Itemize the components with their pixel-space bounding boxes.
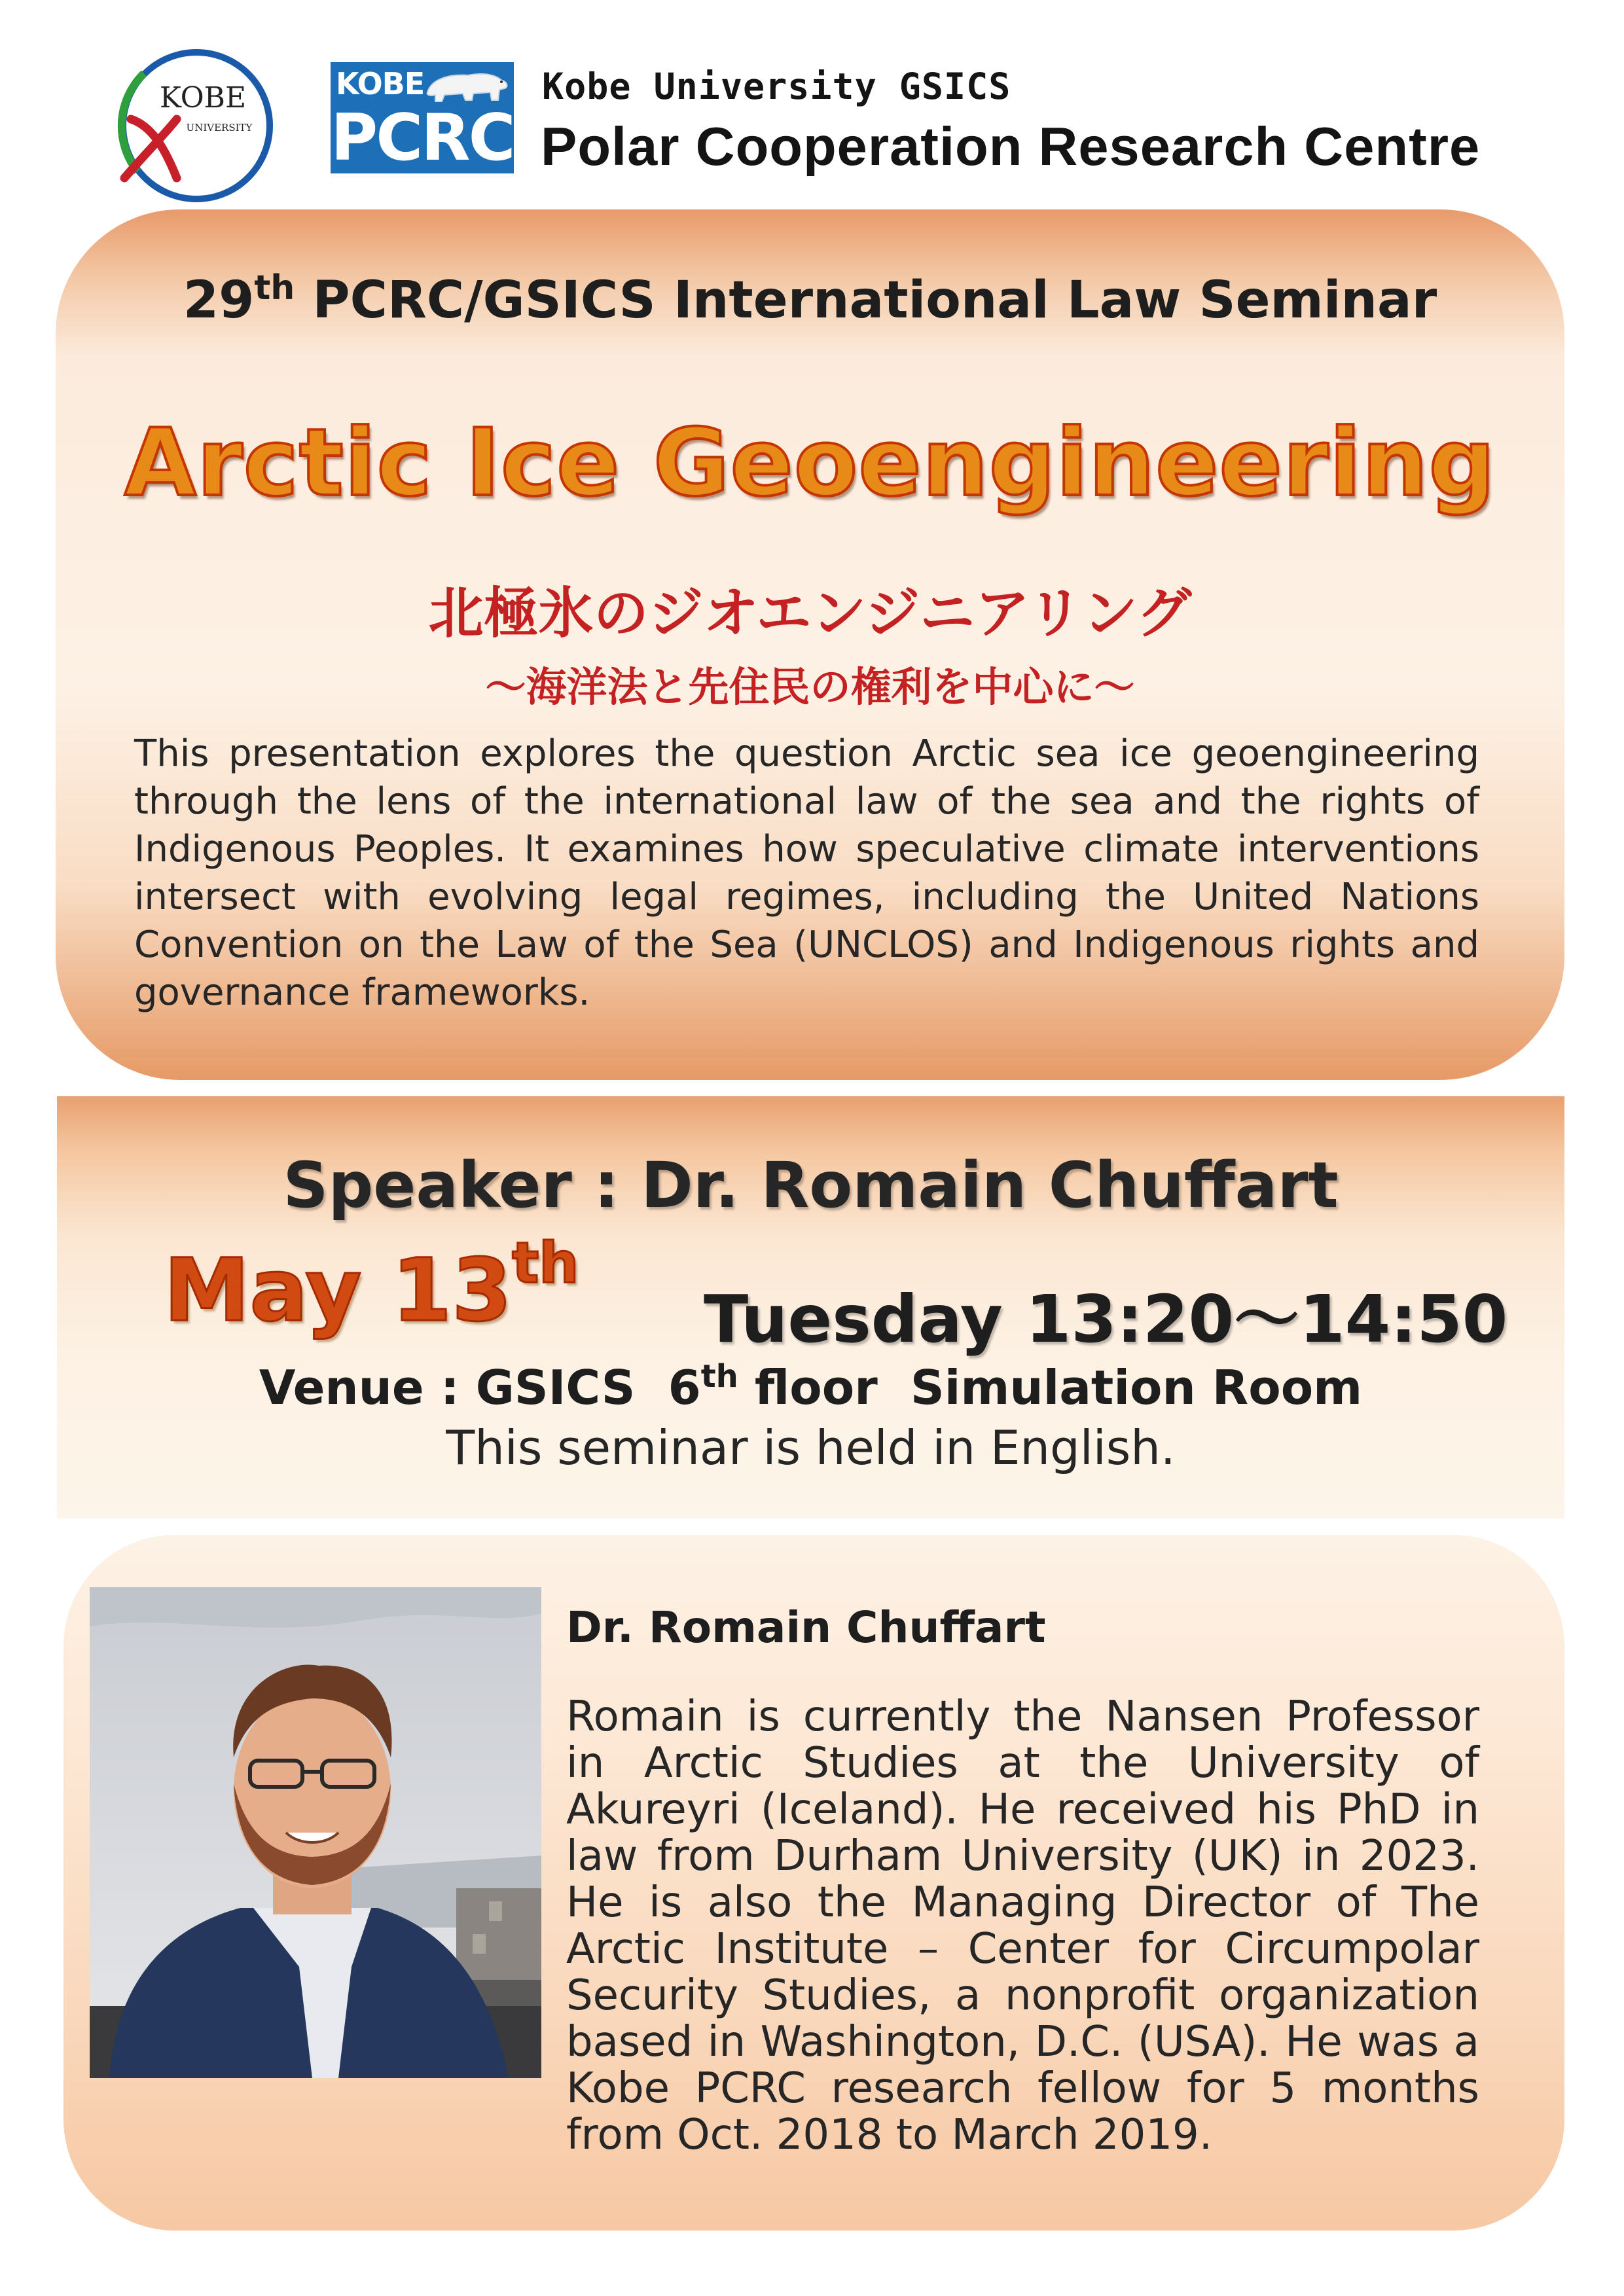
event-date bbox=[164, 1230, 579, 1341]
event-date-main: May 13 bbox=[164, 1240, 513, 1341]
pcrc-logo bbox=[331, 62, 514, 173]
kobe-university-logo bbox=[105, 47, 288, 204]
seminar-name: PCRC/GSICS International Law Seminar bbox=[312, 271, 1437, 330]
venue-floor-suffix: th bbox=[700, 1358, 738, 1395]
bio-name: Dr. Romain Chuffart bbox=[566, 1602, 1046, 1653]
venue-line bbox=[57, 1358, 1564, 1415]
main-title: Arctic Ice Geoengineering bbox=[124, 409, 1496, 517]
header-title: Polar Cooperation Research Centre bbox=[541, 116, 1481, 177]
event-time: Tuesday 13:20～14:50 bbox=[704, 1281, 1508, 1357]
seminar-ordinal-suffix: th bbox=[254, 268, 295, 308]
japanese-subtitle: ～海洋法と先住民の権利を中心に～ bbox=[485, 663, 1135, 711]
seminar-heading bbox=[56, 268, 1564, 330]
svg-text:UNIVERSITY: UNIVERSITY bbox=[186, 122, 253, 134]
header-subtitle: Kobe University GSICS bbox=[542, 65, 1011, 107]
venue-room: floor Simulation Room bbox=[738, 1360, 1363, 1415]
venue-prefix: Venue : GSICS 6 bbox=[259, 1360, 701, 1415]
speaker-line: Speaker : Dr. Romain Chuffart bbox=[283, 1149, 1339, 1222]
abstract-text: This presentation explores the question Arctic sea ice geoengineering through the lens of the international law of the sea and the rights of Indigenous Peoples. It examines how speculative climate interventions intersect with evolving legal regimes, including the United Nations Convention on the Law of the Sea (UNCLOS) and Indigenous rights and governance frameworks. bbox=[134, 732, 1479, 1014]
svg-text:KOBE: KOBE bbox=[159, 81, 247, 115]
seminar-number: 29 bbox=[183, 271, 255, 330]
language-note: This seminar is held in English. bbox=[446, 1420, 1176, 1475]
speaker-photo bbox=[90, 1587, 541, 2078]
pcrc-logo-kobe-text: KOBE bbox=[336, 66, 425, 101]
pcrc-logo-text: PCRC bbox=[331, 101, 514, 173]
event-date-suffix: th bbox=[512, 1230, 579, 1296]
japanese-title: 北極氷のジオエンジニアリング bbox=[428, 581, 1192, 645]
polar-bear-icon bbox=[422, 66, 511, 103]
bio-text: Romain is currently the Nansen Professor in Arctic Studies at the University of Akureyri (Iceland). He received his PhD in law from Durham University (UK) in 2023. He is also the Managing Director of The Arctic Institute – Center for Circumpolar Security Studies, a nonprofit organization based in Washington, D.C. (USA). He was a Kobe PCRC research fellow for 5 months from Oct. 2018 to March 2019. bbox=[566, 1693, 1479, 2159]
